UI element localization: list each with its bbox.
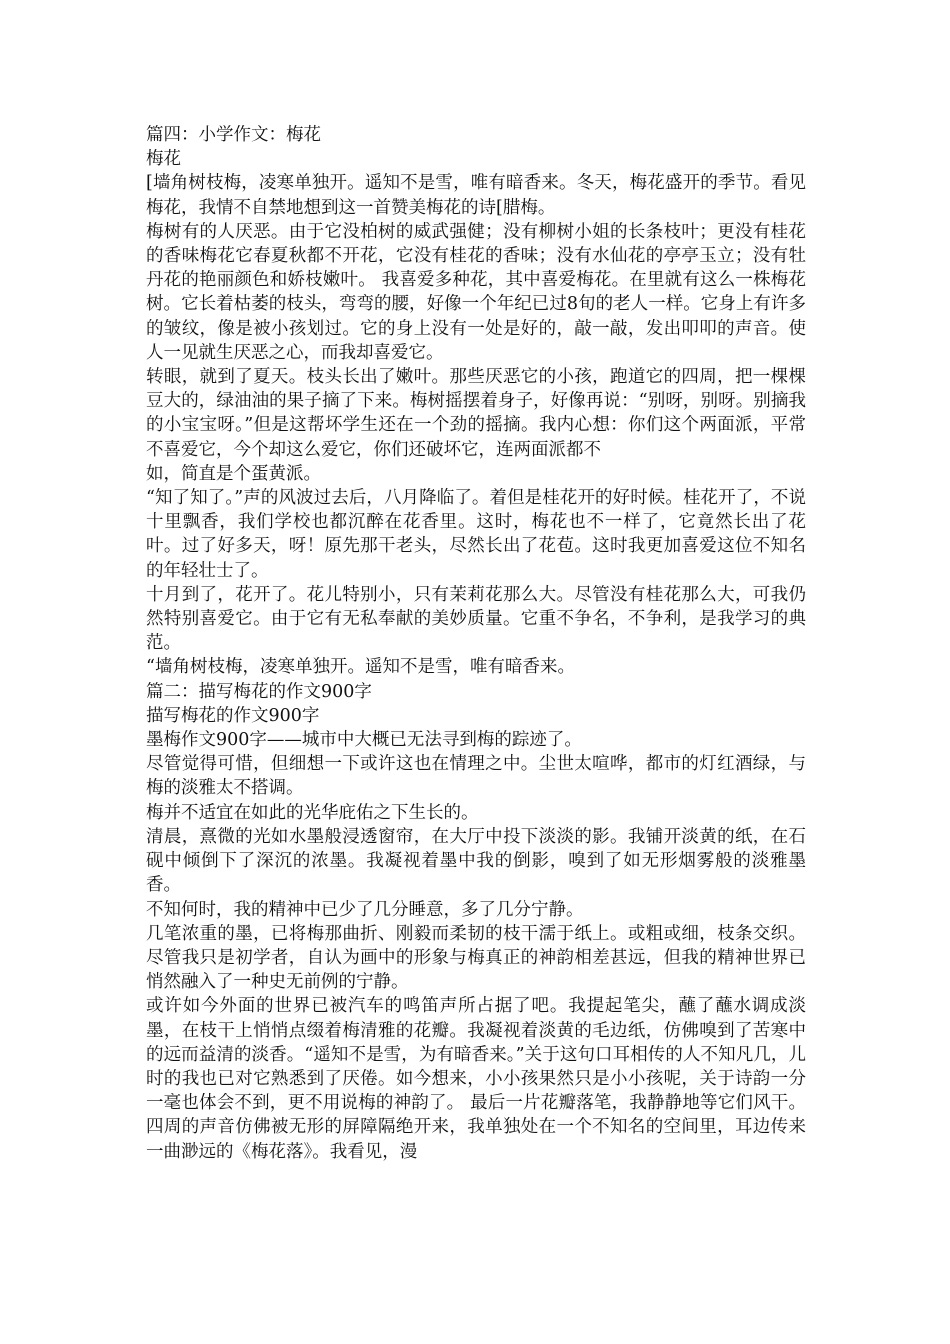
paragraph: 清晨，熹微的光如水墨般浸透窗帘，在大厅中投下淡淡的影。我铺开淡黄的纸，在石砚中倾倒下了深沉的浓墨。我凝视着墨中我的倒影，嗅到了如无形烟雾般的淡雅墨香。 xyxy=(146,826,806,896)
paragraph: 尽管觉得可惜，但细想一下或许这也在情理之中。尘世太喧哗，都市的灯红酒绿，与梅的淡雅太不搭调。 xyxy=(146,754,806,799)
paragraph: “知了知了。”声的风波过去后，八月降临了。着但是桂花开的好时候。桂花开了，不说十里飘香，我们学校也都沉醉在花香里。这时，梅花也不一样了，它竟然长出了花叶。过了好多天，呀！原先那干老头，尽然长出了花苞。这时我更加喜爱这位不知名的年轻壮士了。 xyxy=(146,488,806,581)
paragraph: 或许如今外面的世界已被汽车的鸣笛声所占据了吧。我提起笔尖，蘸了蘸水调成淡墨，在枝干上悄悄点缀着梅清雅的花瓣。我凝视着淡黄的毛边纸，仿佛嗅到了苦寒中的远而益清的淡香。“遥知不是雪，为有暗香来。”关于这句口耳相传的人不知凡几，儿时的我也已对它熟悉到了厌倦。如今想来，小小孩果然只是小小孩呢，关于诗韵一分一毫也体会不到，更不用说梅的神韵了。 最后一片花瓣落笔，我静静地等它们风干。四周的声音仿佛被无形的屏障隔绝开来，我单独处在一个不知名的空间里，耳边传来一曲渺远的《梅花落》。我看见，漫 xyxy=(146,996,806,1162)
paragraph: 如，简直是个蛋黄派。 xyxy=(146,463,321,484)
paragraph: [墙角树枝梅，凌寒单独开。遥知不是雪，唯有暗香来。冬天，梅花盛开的季节。看见梅花，我情不自禁地想到这一首赞美梅花的诗[腊梅。 xyxy=(146,173,806,218)
essay-title: 梅花 xyxy=(146,149,181,170)
section-heading: 篇二：描写梅花的作文900字 xyxy=(146,681,372,702)
paragraph: 十月到了，花开了。花儿特别小，只有茉莉花那么大。尽管没有桂花那么大，可我仍然特别喜爱它。由于它有无私奉献的美妙质量。它重不争名，不争利，是我学习的典范。 xyxy=(146,584,806,654)
paragraph: 梅并不适宜在如此的光华庇佑之下生长的。 xyxy=(146,802,479,823)
document-body xyxy=(146,123,806,1164)
paragraph: “墙角树枝梅，凌寒单独开。遥知不是雪，唯有暗香来。 xyxy=(146,657,575,678)
section-heading: 篇四：小学作文：梅花 xyxy=(146,125,321,145)
paragraph: 墨梅作文900字——城市中大概已无法寻到梅的踪迹了。 xyxy=(146,730,582,751)
paragraph: 不知何时，我的精神中已少了几分睡意，多了几分宁静。 xyxy=(146,899,584,920)
paragraph: 转眼，就到了夏天。枝头长出了嫩叶。那些厌恶它的小孩，跑道它的四周，把一棵棵豆大的，绿油油的果子摘了下来。梅树摇摆着身子，好像再说：“别呀，别呀。别摘我的小宝宝呀。”但是这帮坏学生还在一个劲的摇摘。我内心想：你们这个两面派，平常不喜爱它，今个却这么爱它，你们还破坏它，连两面派都不 xyxy=(146,367,806,460)
paragraph: 梅树有的人厌恶。由于它没柏树的威武强健；没有柳树小姐的长条枝叶；更没有桂花的香味梅花它春夏秋都不开花，它没有桂花的香味；没有水仙花的亭亭玉立；没有牡丹花的艳丽颜色和娇枝嫩叶。 我喜爱多种花，其中喜爱梅花。在里就有这么一株梅花树。它长着枯萎的枝头，弯弯的腰，好像一个年纪已过8旬的老人一样。它身上有许多的皱纹，像是被小孩划过。它的身上没有一处是好的，敲一敲，发出叩叩的声音。使人一见就生厌恶之心，而我却喜爱它。 xyxy=(146,221,806,363)
essay-title: 描写梅花的作文900字 xyxy=(146,705,320,726)
paragraph: 几笔浓重的墨，已将梅那曲折、刚毅而柔韧的枝干濡于纸上。或粗或细，枝条交织。尽管我只是初学者，自认为画中的形象与梅真正的神韵相差甚远，但我的精神世界已悄然融入了一种史无前例的宁静。 xyxy=(146,923,806,993)
